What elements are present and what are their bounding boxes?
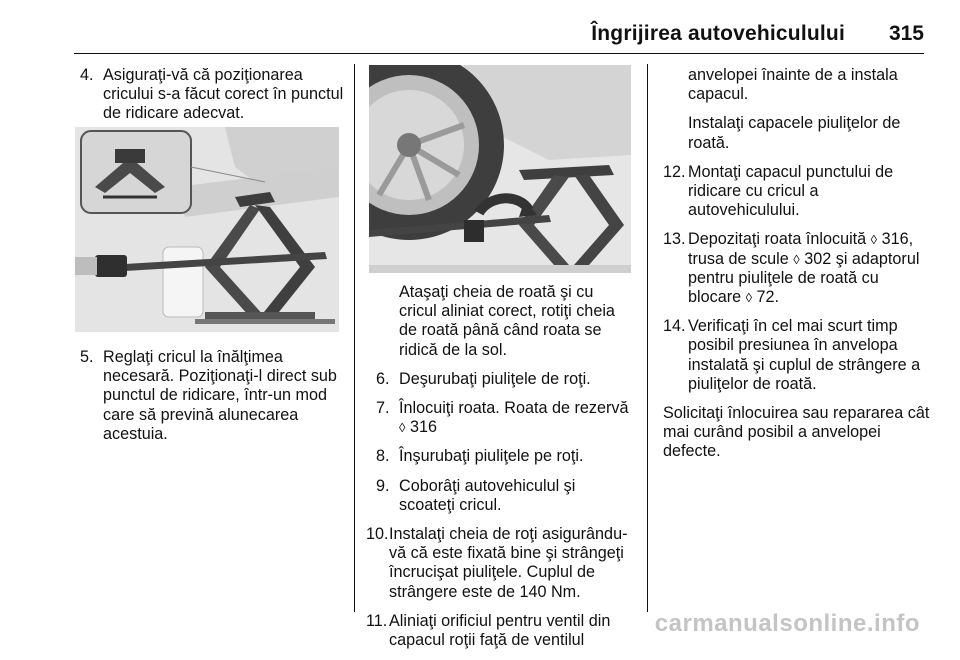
page-title: Îngrijirea autovehiculului — [591, 22, 845, 45]
step-number: 5. — [80, 348, 94, 366]
step-text: Montaţi capacul punctului de ridicare cu cricul a autovehiculului. — [688, 162, 894, 220]
step-10 — [366, 525, 634, 602]
reference-icon: ◊ — [870, 232, 878, 248]
page-number: 315 — [888, 22, 924, 45]
column-divider-1 — [354, 64, 355, 612]
column-1-top — [80, 66, 346, 134]
page-reference-link[interactable]: 316 — [409, 418, 437, 437]
step-11 — [366, 612, 634, 650]
step-number: 9. — [376, 476, 390, 495]
page-reference-link[interactable]: 316, — [881, 230, 914, 249]
figure-wheel-lift — [369, 65, 631, 273]
step-text: trusa de scule — [688, 249, 789, 268]
column-divider-2 — [647, 64, 648, 612]
reference-icon: ◊ — [745, 290, 753, 306]
step-number: 6. — [376, 369, 390, 388]
step-number: 12. — [663, 162, 686, 181]
step-number: 8. — [376, 447, 390, 466]
step-7 — [376, 399, 634, 437]
step-number: 13. — [663, 230, 686, 249]
header-rule — [74, 53, 924, 54]
step-text: Aliniaţi orificiul pentru ventil din capacul roţii faţă de ventilul — [389, 611, 611, 650]
step-8 — [376, 447, 634, 466]
step-13 — [663, 230, 931, 307]
step-text: Deşurubaţi piuliţele de roţi. — [399, 369, 591, 388]
page-reference-link[interactable]: 302 — [804, 249, 832, 268]
step-text: Asiguraţi-vă că poziţionarea cricului s-a făcut corect în punctul de ridicare adecvat. — [103, 66, 344, 123]
step-number: 7. — [376, 399, 390, 418]
step-text: Coborâţi autovehiculul şi scoateţi cricul. — [399, 476, 576, 514]
step-number: 10. — [366, 525, 389, 544]
step-number: 4. — [80, 66, 94, 84]
column-1-bottom — [80, 348, 346, 454]
step-number: 11. — [366, 611, 388, 630]
step-4 — [80, 66, 346, 124]
step-text: Reglaţi cricul la înălţimea necesară. Poziţionaţi-l direct sub punctul de ridicare, într-un mod care să prevină alunecarea acestuia. — [103, 348, 337, 443]
column-3 — [663, 66, 931, 472]
step-12 — [663, 163, 931, 221]
wheel-lift-illustration — [369, 65, 631, 273]
page-reference-link[interactable]: 72. — [756, 288, 780, 307]
step-text: Verificaţi în cel mai scurt timp posibil presiunea în anvelopa instalată şi cuplul de strângere a piuliţelor de roată. — [688, 317, 921, 393]
jack-illustration — [75, 127, 339, 332]
step-6 — [376, 370, 634, 389]
step-11-extra: Instalaţi capacele piuliţelor de roată. — [688, 114, 901, 152]
step-text: Depozitaţi roata înlocuită — [688, 230, 867, 249]
watermark-logo: carmanualsonline.info — [654, 610, 920, 637]
figure-jack-position — [75, 127, 339, 332]
step-5 — [80, 348, 346, 444]
step-11-continued: anvelopei înainte de a instala capacul. — [688, 66, 898, 104]
final-note: Solicitaţi înlocuirea sau repararea cât mai curând posibil a anvelopei defecte. — [663, 404, 930, 461]
step-text: Înlocuiţi roata. Roata de rezervă — [399, 399, 629, 418]
step-text: şi adaptorul pentru piuliţele de roată cu blocare — [688, 249, 920, 307]
step-text: Înşurubaţi piuliţele pe roţi. — [399, 447, 584, 466]
reference-icon: ◊ — [399, 420, 406, 436]
figure-caption: Ataşaţi cheia de roată şi cu cricul aliniat corect, rotiţi cheia de roată până când roata se ridică de la sol. — [399, 283, 615, 359]
step-9 — [376, 477, 634, 515]
step-14 — [663, 317, 931, 394]
step-text: Instalaţi cheia de roţi asigurându-vă că este fixată bine şi strângeţi încrucişat piuliţele. Cuplul de strângere este de 140 Nm. — [389, 525, 628, 601]
reference-icon: ◊ — [793, 251, 800, 267]
step-number: 14. — [663, 317, 686, 336]
column-2 — [366, 283, 634, 660]
